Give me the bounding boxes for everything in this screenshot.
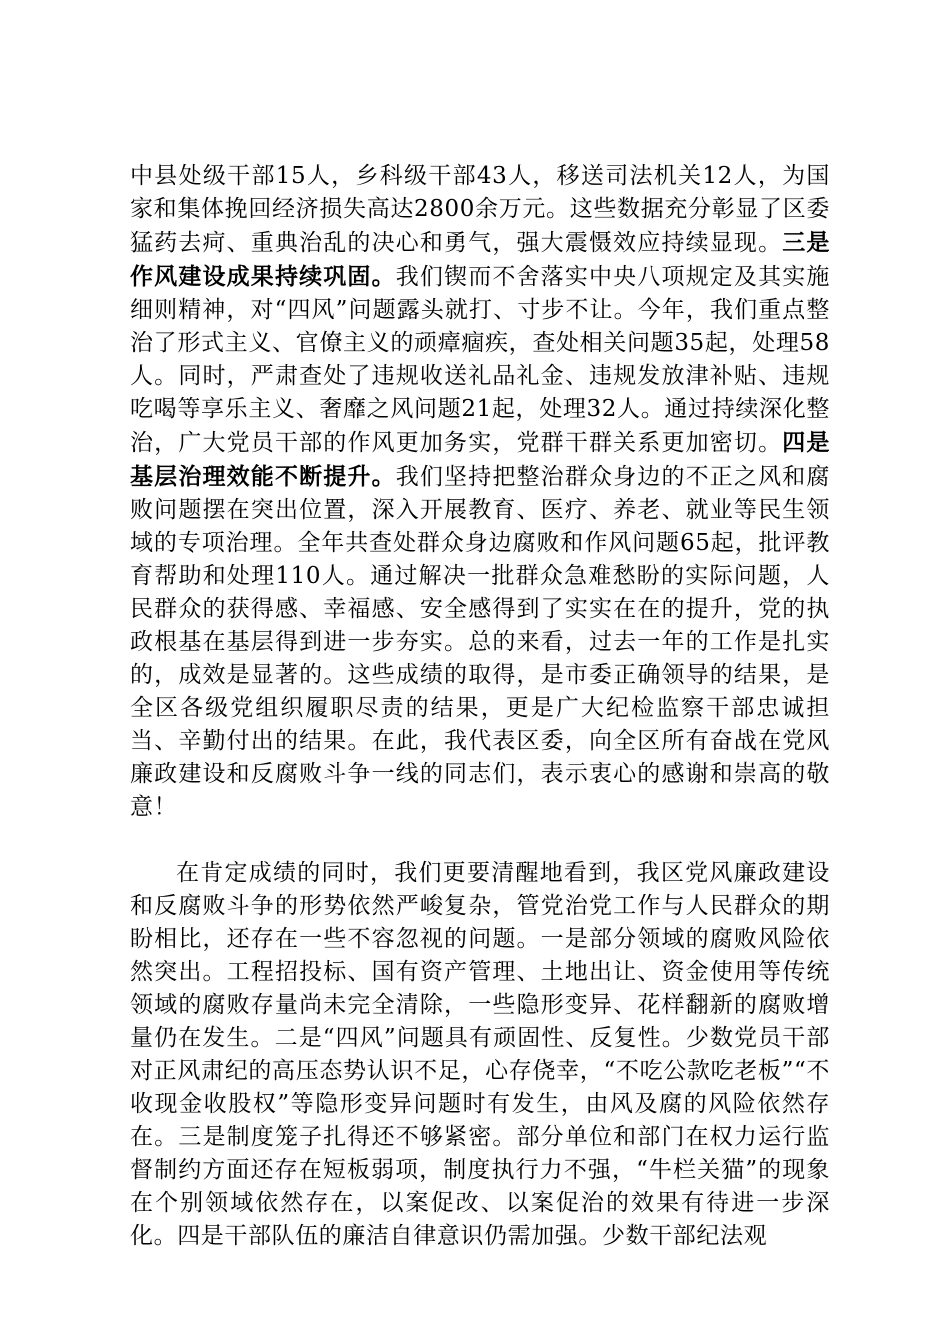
paragraph-text: 我们锲而不舍落实中央八项规定及其实施细则精神，对“四风”问题露头就打、寸步不让。今年，我们重点整治了形式主义、官僚主义的顽瘴痼疾，查处相关问题35起，处理58人。同时，严肃查处了违规收送礼品礼金、违规发放津补贴、违规吃喝等享乐主义、奢靡之风问题21起，处理32人。通过持续深化整治，广大党员干部的作风更加务实，党群干群关系更加密切。 <box>130 264 830 456</box>
paragraph-achievements <box>130 160 830 824</box>
heading-grassroots-governance: 四是基层治理效能不断提升。 <box>130 429 831 490</box>
heading-work-style: 三是作风建设成果持续巩固。 <box>130 229 831 290</box>
paragraph-problems: 在肯定成绩的同时，我们更要清醒地看到，我区党风廉政建设和反腐败斗争的形势依然严峻复杂，管党治党工作与人民群众的期盼相比，还存在一些不容忽视的问题。一是部分领域的腐败风险依然突出。工程招投标、国有资产管理、土地出让、资金使用等传统领域的腐败存量尚未完全清除，一些隐形变异、花样翻新的腐败增量仍在发生。二是“四风”问题具有顽固性、反复性。少数党员干部对正风肃纪的高压态势认识不足，心存侥幸，“不吃公款吃老板”“不收现金收股权”等隐形变异问题时有发生，由风及腐的风险依然存在。三是制度笼子扎得还不够紧密。部分单位和部门在权力运行监督制约方面还存在短板弱项，制度执行力不强，“牛栏关猫”的现象在个别领域依然存在，以案促改、以案促治的效果有待进一步深化。四是干部队伍的廉洁自律意识仍需加强。少数干部纪法观 <box>130 860 830 1249</box>
paragraph-text: 中县处级干部15人，乡科级干部43人，移送司法机关12人，为国家和集体挽回经济损失高达2800余万元。这些数据充分彰显了区委猛药去疴、重典治乱的决心和勇气，强大震慑效应持续显现。 <box>130 163 830 256</box>
paragraph-text: 我们坚持把整治群众身边的不正之风和腐败问题摆在突出位置，深入开展教育、医疗、养老、就业等民生领域的专项治理。全年共查处群众身边腐败和作风问题65起，批评教育帮助和处理110人。通过解决一批群众急难愁盼的实际问题，人民群众的获得感、幸福感、安全感得到了实实在在的提升，党的执政根基在基层得到进一步夯实。总的来看，过去一年的工作是扎实的，成效是显著的。这些成绩的取得，是市委正确领导的结果，是全区各级党组织履职尽责的结果，更是广大纪检监察干部忠诚担当、辛勤付出的结果。在此，我代表区委，向全区所有奋战在党风廉政建设和反腐败斗争一线的同志们，表示衷心的感谢和崇高的敬意！ <box>130 464 830 820</box>
document-page <box>130 160 830 1253</box>
